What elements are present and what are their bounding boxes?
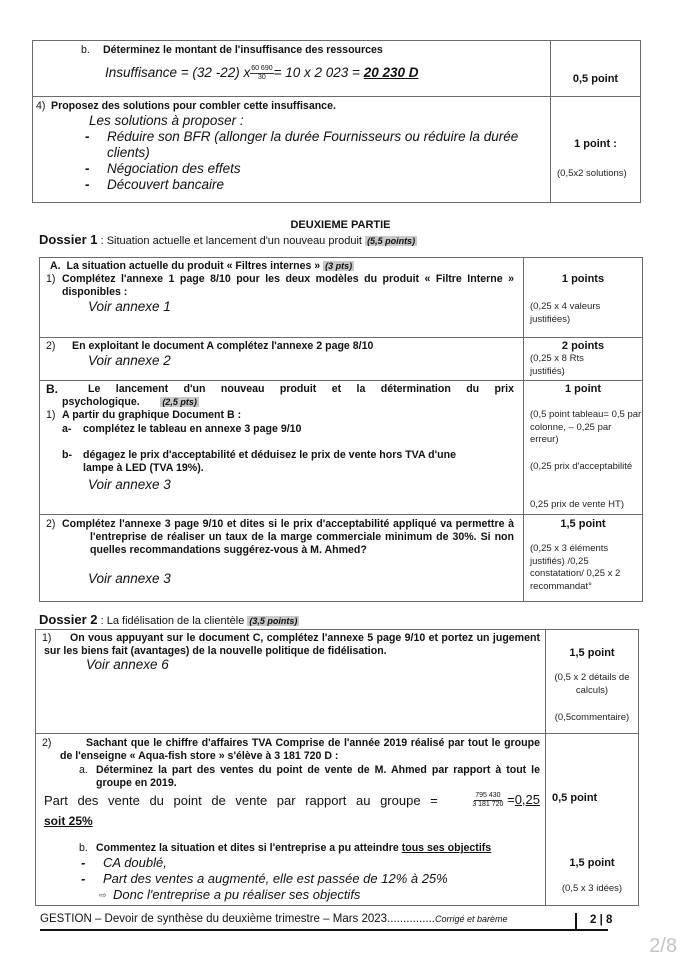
- row-b-question: Déterminez le montant de l'insuffisance des ressources: [103, 44, 383, 56]
- row-4-points: 1 point :: [574, 138, 617, 150]
- row-b-points-cell: [551, 41, 641, 97]
- d2-row1-answer: Voir annexe 6: [86, 657, 169, 672]
- footer-right-label: Corrigé et barème: [435, 914, 508, 924]
- rowA-answer: Voir annexe 1: [88, 299, 171, 314]
- part-title: DEUXIEME PARTIE: [290, 219, 391, 231]
- rowA-question: Complétez l'annexe 1 page 8/10 pour les deux modèles du produit « Filtre Interne » disponibles :: [62, 273, 514, 298]
- dossier2-table: [35, 629, 639, 906]
- d2-row2-sub-a: Déterminez la part des ventes du point de vente de M. Ahmed par rapport à tout le groupe en 2019.: [96, 764, 540, 789]
- arrow-right-icon: ⇨: [99, 890, 107, 900]
- rowA-qlabel: 1): [46, 273, 56, 285]
- rowB2-points-cell: [524, 515, 643, 602]
- rowA2-note: (0,25 x 8 Rts justifiés): [530, 353, 584, 377]
- d2-row2-sub-b-label: b.: [79, 842, 88, 854]
- d2-row2-sub-a-label: a.: [79, 764, 88, 776]
- rowB-note-2: (0,25 prix d'acceptabilité: [530, 461, 633, 472]
- d2-row2-points-a: 0,5 point: [552, 792, 598, 804]
- d2-row1-content: [36, 630, 546, 734]
- d2-row2-points-cell: [546, 734, 639, 906]
- rowB-note-1: (0,5 point tableau= 0,5 par colonne, – 0,25 par erreur): [530, 409, 642, 445]
- rowB-points-cell: [524, 381, 643, 515]
- viewer-page-indicator: 2/8: [649, 935, 677, 957]
- rowA2-points-cell: [524, 338, 643, 381]
- insufficiency-formula: Insuffisance = (32 -22) x $\frac{60 690}{30}$ = 10 x 2 023 = 20 230 D: [105, 65, 419, 81]
- share-calculation: Part des vente du point de vente par rapport au groupe = $\frac{795 430}{3 181 720}$ =0,25: [44, 792, 540, 809]
- rowA2-points: 2 points: [561, 340, 605, 352]
- page-footer: GESTION – Devoir de synthèse du deuxième trimestre – Mars 2023...............Corrigé et barème 2 | 8: [40, 913, 608, 931]
- rowB-content: [40, 381, 524, 515]
- rowA2-question: En exploitant le document A complétez l'annexe 2 page 8/10: [72, 340, 374, 352]
- rowB-question: A partir du graphique Document B :: [62, 409, 242, 421]
- top-table: [32, 40, 641, 203]
- rowB2-points: 1,5 point: [560, 518, 606, 530]
- row-b-points: 0,5 point: [572, 73, 619, 85]
- rowB-points: 1 point: [564, 383, 602, 395]
- solutions-list: [85, 129, 545, 193]
- solutions-intro: Les solutions à proposer :: [89, 113, 244, 128]
- d2-row1-question: On vous appuyant sur le document C, complétez l'annexe 5 page 9/10 et portez un jugement sur les biens fait (avantages) de la nouvelle politique de fidélisation.: [44, 632, 540, 657]
- rowB-qlabel: 1): [46, 409, 56, 421]
- share-percentage: soit 25%: [44, 814, 93, 828]
- rowA-note: (0,25 x 4 valeurs justifiées): [530, 301, 601, 325]
- d2-row2-sub-b: Commentez la situation et dites si l'entreprise a pu atteindre tous ses objectifs: [96, 842, 492, 854]
- rowB2-note: (0,25 x 3 éléments justifiés) /0,25 constatation/ 0,25 x 2 recommandat°: [530, 543, 621, 592]
- share-result: 0,25: [514, 792, 540, 807]
- d2-row2-question: Sachant que le chiffre d'affaires TVA Comprise de l'année 2019 réalisé par tout le groupe de l'enseigne « Aqua-fish store » s'élève à 3 181 720 D :: [60, 737, 540, 762]
- formula-fraction: $\frac{60 690}{30}$: [251, 65, 273, 81]
- row-4-label: 4): [36, 100, 46, 112]
- footer-page: 2 | 8: [590, 914, 613, 926]
- conclusion: ⇨ Donc l'entreprise a pu réaliser ses objectifs: [99, 887, 361, 902]
- comment-item: - CA doublé,: [81, 855, 167, 870]
- rowA2-content: [40, 338, 524, 381]
- insufficiency-result: 20 230 D: [363, 65, 419, 81]
- rowA-section-title: La situation actuelle du produit « Filtres internes »: [66, 260, 324, 272]
- rowA-content: [40, 258, 524, 338]
- rowA-points-cell: [524, 258, 643, 338]
- dossier2-badge: (3,5 points): [249, 616, 298, 626]
- row-4-content: [33, 97, 551, 203]
- d2-row2-note-b: (0,5 x 3 idées): [561, 883, 623, 894]
- rowB2-qlabel: 2): [46, 518, 56, 530]
- share-fraction: $\frac{795 430}{3 181 720}$: [472, 792, 504, 809]
- rowB-section-label: B.: [46, 382, 58, 396]
- row-4-question: Proposez des solutions pour combler cette insuffisance.: [51, 100, 336, 112]
- rowB-sub-b: dégagez le prix d'acceptabilité et déduisez le prix de vente hors TVA d'une lampe à LED (TVA 19%).: [83, 449, 456, 474]
- footer-text: GESTION – Devoir de synthèse du deuxième trimestre – Mars 2023: [40, 913, 388, 925]
- rowB2-content: [40, 515, 524, 602]
- dossier2-heading: Dossier 2 : La fidélisation de la clientèle (3,5 points): [39, 612, 298, 627]
- rowB2-answer: Voir annexe 3: [88, 571, 171, 586]
- rowA-section-label: A.: [50, 260, 61, 272]
- rowB-answer: Voir annexe 3: [88, 477, 171, 492]
- d2-row2-points-b: 1,5 point: [569, 857, 615, 869]
- row-b-content: [33, 41, 551, 97]
- solution-item: - Réduire son BFR (allonger la durée Fournisseurs ou réduire la durée clients): [85, 129, 519, 160]
- comment-item: - Part des ventes a augmenté, elle est passée de 12% à 25%: [81, 871, 448, 886]
- rowA-badge: (3 pts): [325, 261, 353, 271]
- d2-row1-note-2: (0,5commentaire): [554, 712, 630, 723]
- rowB-badge: (2,5 pts): [162, 397, 197, 407]
- rowB-note-3: 0,25 prix de vente HT): [530, 499, 624, 510]
- dossier1-heading: Dossier 1 : Situation actuelle et lancement d'un nouveau produit (5,5 points): [39, 232, 416, 247]
- row-b-label: b.: [81, 44, 90, 56]
- rowA-points: 1 points: [561, 273, 605, 285]
- dossier2-label: Dossier 2: [39, 612, 98, 627]
- dossier1-table: [39, 257, 643, 602]
- row-4-note: (0,5x2 solutions): [557, 168, 627, 179]
- comment-list: [81, 855, 448, 903]
- d2-row1-points-cell: [546, 630, 639, 734]
- solution-item: - Négociation des effets: [85, 161, 241, 176]
- rowB-sub-a: complétez le tableau en annexe 3 page 9/10: [83, 423, 302, 435]
- rowB-section-title: Le lancement d'un nouveau produit et la détermination du prix psychologique.: [62, 383, 514, 408]
- rowB-sub-a-label: a-: [62, 423, 72, 435]
- footer-divider: [575, 913, 577, 929]
- solution-item: - Découvert bancaire: [85, 177, 225, 192]
- rowB2-question: Complétez l'annexe 3 page 9/10 et dites si le prix d'acceptabilité appliqué va permettre à l'entreprise de réaliser un taux de la marge commerciale minimum de 30%. Si non quelles recommandations suggérez-vous à M. Ahmed?: [62, 518, 514, 556]
- dossier1-badge: (5,5 points): [367, 236, 416, 246]
- d2-row1-note-1: (0,5 x 2 détails de calculs): [554, 672, 630, 696]
- rowA2-answer: Voir annexe 2: [88, 353, 171, 368]
- rowA2-qlabel: 2): [46, 340, 56, 352]
- d2-row2-content: [36, 734, 546, 906]
- rowB-sub-b-label: b-: [62, 449, 72, 461]
- dossier1-label: Dossier 1: [39, 232, 98, 247]
- row-4-points-cell: [551, 97, 641, 203]
- d2-row1-points: 1,5 point: [569, 647, 615, 659]
- d2-row2-qlabel: 2): [42, 737, 52, 749]
- d2-row1-qlabel: 1): [42, 632, 52, 644]
